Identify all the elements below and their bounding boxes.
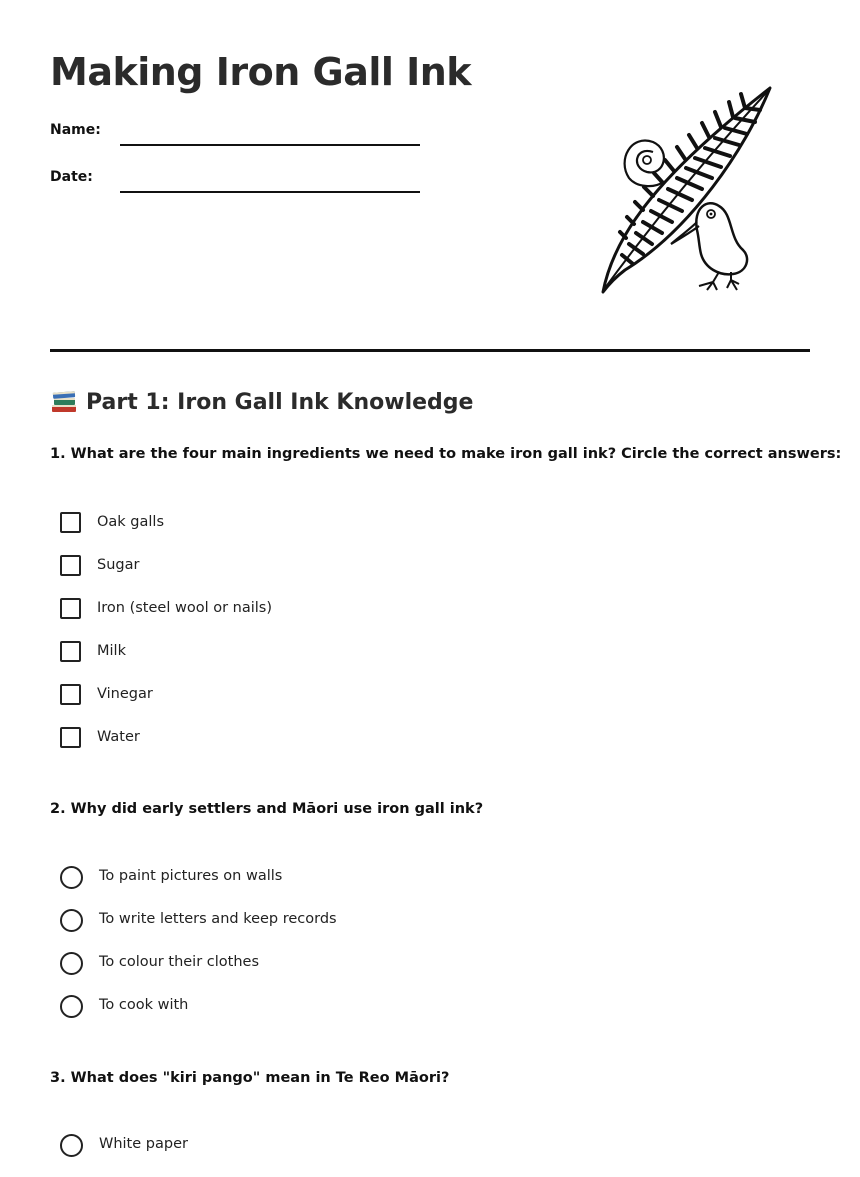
option-label: Iron (steel wool or nails) <box>97 600 272 616</box>
option-label: Sugar <box>97 557 140 573</box>
checkbox[interactable] <box>60 512 81 533</box>
books-icon <box>50 389 78 415</box>
question-2: 2. Why did early settlers and Māori use iron gall ink? <box>50 801 484 817</box>
option-label: To cook with <box>99 997 189 1013</box>
question-3-options <box>60 1134 188 1177</box>
question-1-options <box>60 512 272 770</box>
radio-option[interactable] <box>60 1134 188 1177</box>
option-label: To write letters and keep records <box>99 911 337 927</box>
name-field[interactable] <box>50 120 430 144</box>
option-label: Water <box>97 729 140 745</box>
date-input-line[interactable] <box>120 191 420 193</box>
section-title <box>50 389 473 415</box>
checkbox[interactable] <box>60 641 81 662</box>
fern-kiwi-illustration <box>595 80 785 300</box>
section-title-text: Part 1: Iron Gall Ink Knowledge <box>86 389 474 415</box>
radio-option[interactable] <box>60 909 337 952</box>
question-3: 3. What does "kiri pango" mean in Te Reo Māori? <box>50 1070 450 1086</box>
option-label: To paint pictures on walls <box>99 868 283 884</box>
checkbox[interactable] <box>60 555 81 576</box>
radio-option[interactable] <box>60 952 337 995</box>
name-label: Name: <box>50 122 101 138</box>
option-label: White paper <box>99 1136 188 1152</box>
option-label: Oak galls <box>97 514 165 530</box>
question-1: 1. What are the four main ingredients we need to make iron gall ink? Circle the correct answers: <box>50 446 842 462</box>
checkbox[interactable] <box>60 598 81 619</box>
checkbox-option[interactable] <box>60 684 272 727</box>
checkbox-option[interactable] <box>60 641 272 684</box>
checkbox[interactable] <box>60 727 81 748</box>
worksheet-page <box>50 0 842 1152</box>
radio-button[interactable] <box>60 995 83 1018</box>
radio-button[interactable] <box>60 866 83 889</box>
radio-option[interactable] <box>60 995 337 1038</box>
worksheet-header <box>50 0 810 352</box>
checkbox-option[interactable] <box>60 727 272 770</box>
name-input-line[interactable] <box>120 144 420 146</box>
option-label: To colour their clothes <box>99 954 259 970</box>
radio-button[interactable] <box>60 909 83 932</box>
checkbox-option[interactable] <box>60 512 272 555</box>
option-label: Vinegar <box>97 686 153 702</box>
radio-button[interactable] <box>60 952 83 975</box>
page-title: Making Iron Gall Ink <box>50 50 472 94</box>
checkbox-option[interactable] <box>60 555 272 598</box>
radio-button[interactable] <box>60 1134 83 1157</box>
date-field[interactable] <box>50 167 430 191</box>
header-divider <box>50 349 810 352</box>
checkbox[interactable] <box>60 684 81 705</box>
checkbox-option[interactable] <box>60 598 272 641</box>
date-label: Date: <box>50 169 93 185</box>
question-2-options <box>60 866 337 1038</box>
option-label: Milk <box>97 643 126 659</box>
radio-option[interactable] <box>60 866 337 909</box>
